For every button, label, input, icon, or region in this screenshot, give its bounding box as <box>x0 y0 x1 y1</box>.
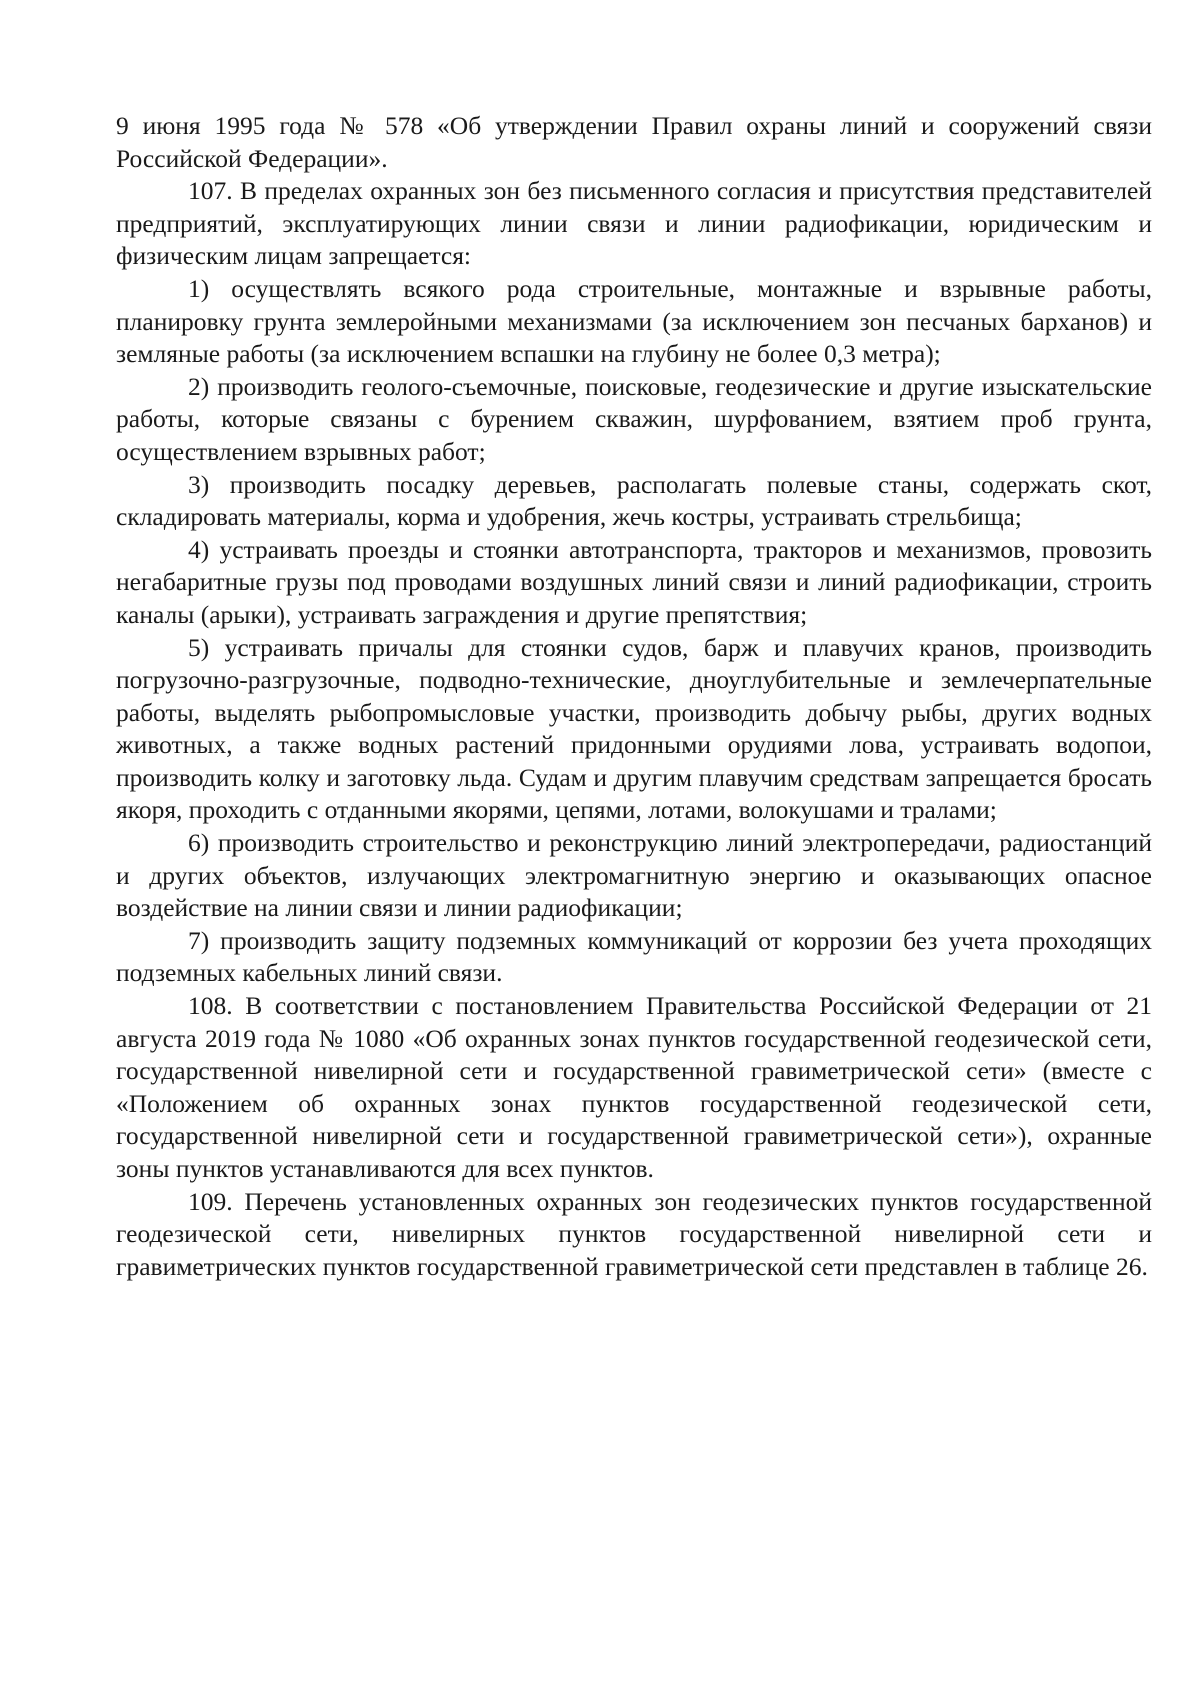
list-item-7: 7) производить защиту подземных коммуникаций от коррозии без учета проходящих подземных кабельных линий связи. <box>116 925 1152 988</box>
list-item-2: 2) производить геолого-съемочные, поисковые, геодезические и другие изыскательские работы, которые связаны с бурением скважин, шурфованием, взятием проб грунта, осуществлением взрывных работ; <box>116 371 1152 466</box>
paragraph-continuation: 9 июня 1995 года № 578 «Об утверждении Правил охраны линий и сооружений связи Российской Федерации». <box>116 111 1152 173</box>
list-item-4: 4) устраивать проезды и стоянки автотранспорта, тракторов и механизмов, провозить негабаритные грузы под проводами воздушных линий связи и линий радиофикации, строить каналы (арыки), устраивать заграждения и другие препятствия; <box>116 534 1152 629</box>
paragraph-107: 107. В пределах охранных зон без письменного согласия и присутствия представителей предприятий, эксплуатирующих линии связи и линии радиофикации, юридическим и физическим лицам запрещается: <box>116 176 1152 271</box>
document-page <box>116 110 1152 1283</box>
list-item-1: 1) осуществлять всякого рода строительные, монтажные и взрывные работы, планировку грунта землеройными механизмами (за исключением зон песчаных барханов) и земляные работы (за исключением вспашки на глубину не более 0,3 метра); <box>116 273 1152 369</box>
paragraph-108: 108. В соответствии с постановлением Правительства Российской Федерации от 21 августа 2019 года № 1080 «Об охранных зонах пунктов государственной геодезической сети, государственной нивелирной сети и государственной гравиметрической сети» (вместе с «Положением об охранных зонах пунктов государственной геодезической сети, государственной нивелирной сети и государственной гравиметрической сети»), охранные зоны пунктов устанавливаются для всех пунктов. <box>116 991 1152 1183</box>
paragraph-109: 109. Перечень установленных охранных зон геодезических пунктов государственной геодезической сети, нивелирных пунктов государственной нивелирной сети и гравиметрических пунктов государственной гравиметрической сети представлен в таблице 26. <box>116 1186 1152 1281</box>
list-item-3: 3) производить посадку деревьев, располагать полевые станы, содержать скот, складировать материалы, корма и удобрения, жечь костры, устраивать стрельбища; <box>116 469 1152 532</box>
list-item-6: 6) производить строительство и реконструкцию линий электропередачи, радиостанций и других объектов, излучающих электромагнитную энергию и оказывающих опасное воздействие на линии связи и линии радиофикации; <box>116 828 1152 923</box>
list-item-5: 5) устраивать причалы для стоянки судов, барж и плавучих кранов, производить погрузочно-разгрузочные, подводно-технические, дноуглубительные и землечерпательные работы, выделять рыбопромысловые участки, производить добычу рыбы, других водных животных, а также водных растений придонными орудиями лова, устраивать водопои, производить колку и заготовку льда. Судам и другим плавучим средствам запрещается бросать якоря, проходить с отданными якорями, цепями, лотами, волокушами и тралами; <box>116 632 1152 825</box>
